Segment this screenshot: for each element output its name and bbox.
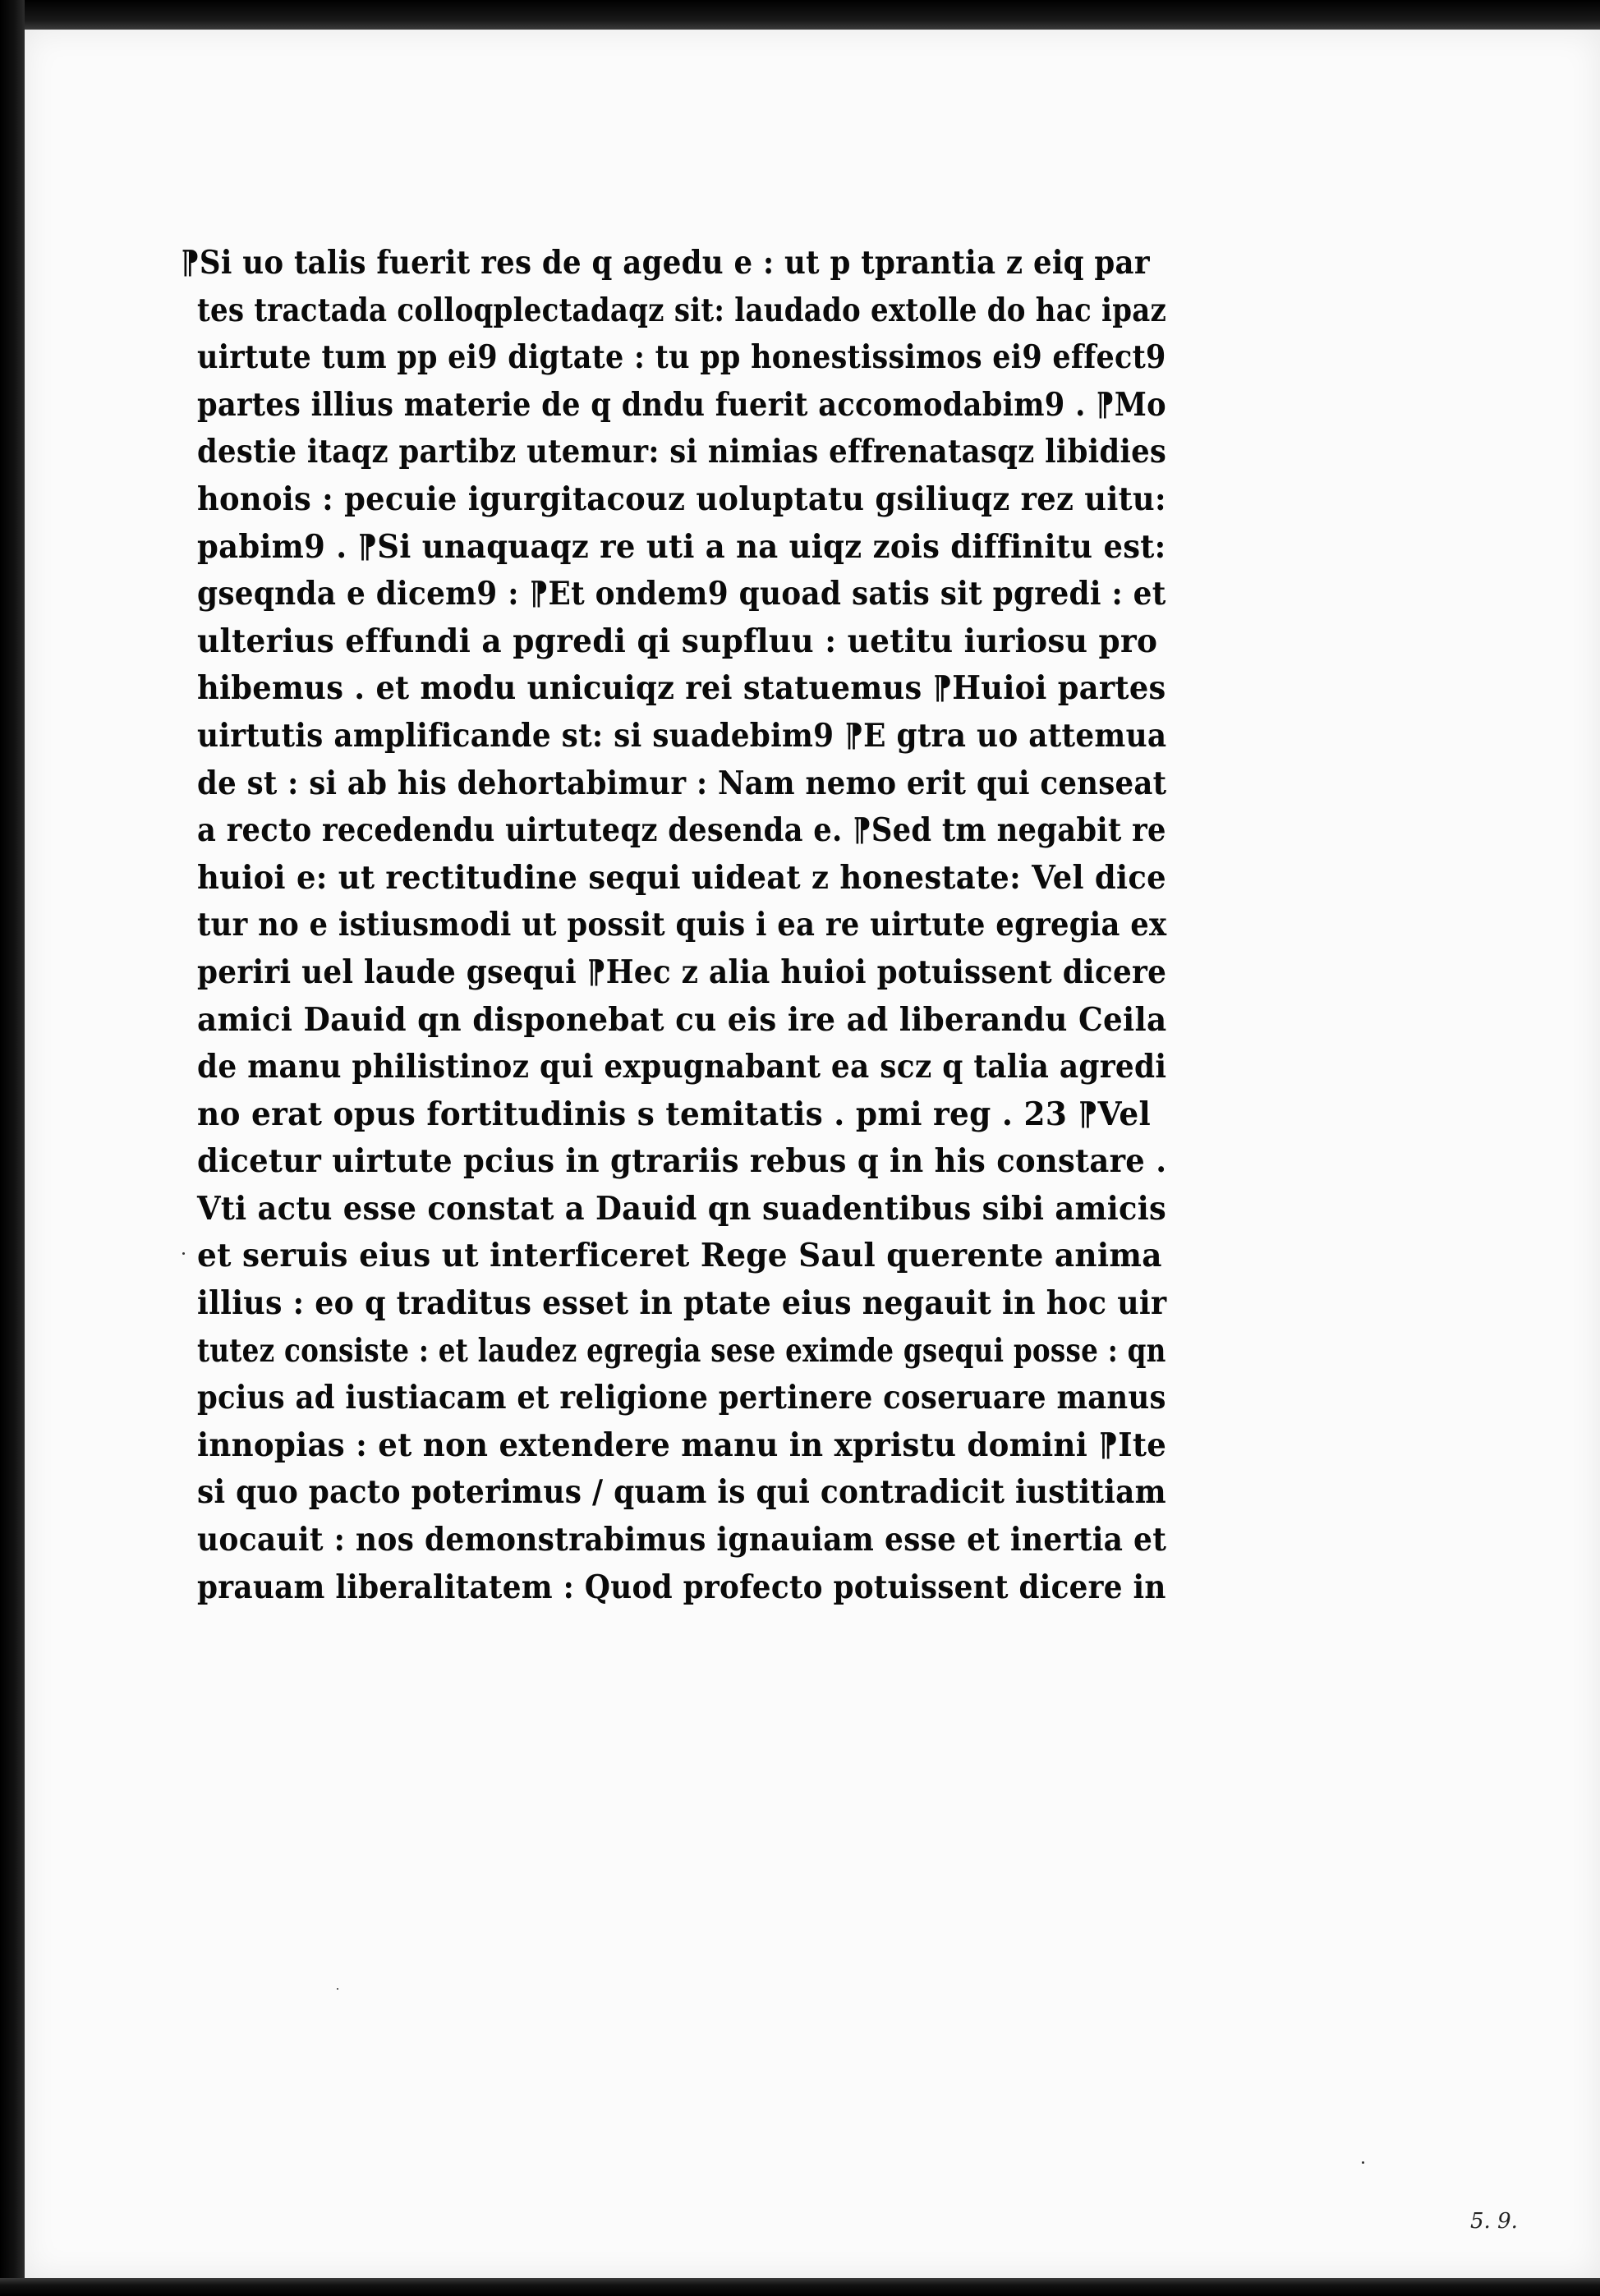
scan-left-edge xyxy=(0,0,25,2296)
text-line: tes tractada colloqplectadaqz sit: laudado extolle do hac ipaz xyxy=(197,291,1167,329)
text-line: de manu philistinoz qui expugnabant ea scz q talia agredi xyxy=(197,1048,1167,1086)
text-line: dicetur uirtute pcius in gtrariis rebus q in his constare . xyxy=(197,1142,1167,1181)
text-line: tur no e istiusmodi ut possit quis i ea re uirtute egregia ex xyxy=(197,906,1167,944)
scan-bottom-edge xyxy=(0,2278,1600,2296)
text-block xyxy=(181,240,1207,1611)
text-line: ⁋Si uo talis fuerit res de q agedu e : ut p tprantia z eiq par xyxy=(181,244,1150,282)
text-line: innopias : et non extendere manu in xpristu domini ⁋Ite xyxy=(197,1426,1167,1464)
text-line: huioi e: ut rectitudine sequi uideat z honestate: Vel dice xyxy=(197,858,1166,897)
text-line: Vti actu esse constat a Dauid qn suadentibus sibi amicis xyxy=(197,1189,1166,1228)
text-line: hibemus . et modu unicuiqz rei statuemus ⁋Huioi partes xyxy=(197,669,1166,708)
text-line: tutez consiste : et laudez egregia sese eximde gsequi posse : qn xyxy=(197,1331,1166,1370)
text-line: ulterius effundi a pgredi qi supfluu : uetitu iuriosu pro xyxy=(197,622,1158,660)
text-line: illius : eo q traditus esset in ptate eius negauit in hoc uir xyxy=(197,1284,1167,1323)
text-line: partes illius materie de q dndu fuerit accomodabim9 . ⁋Mo xyxy=(197,385,1166,424)
text-line: amici Dauid qn disponebat cu eis ire ad liberandu Ceila xyxy=(197,1000,1167,1039)
text-line: uirtute tum pp ei9 digtate : tu pp honestissimos ei9 effect9 xyxy=(197,338,1166,377)
text-line: honois : pecuie igurgitacouz uoluptatu gsiliuqz rez uitu: xyxy=(197,480,1166,518)
text-line: et seruis eius ut interficeret Rege Saul querente anima xyxy=(197,1237,1162,1275)
ink-speck xyxy=(1362,2161,1364,2164)
text-line: de st : si ab his dehortabimur : Nam nemo erit qui censeat xyxy=(197,764,1167,802)
text-line: no erat opus fortitudinis s temitatis . pmi reg . 23 ⁋Vel xyxy=(197,1095,1152,1133)
text-line: a recto recedendu uirtuteqz desenda e. ⁋Sed tm negabit re xyxy=(197,811,1166,850)
text-line: destie itaqz partibz utemur: si nimias effrenatasqz libidies xyxy=(197,433,1167,471)
ink-speck xyxy=(182,1252,185,1255)
folio-number: 5. 9. xyxy=(1470,2209,1518,2234)
text-line: periri uel laude gsequi ⁋Hec z alia huioi potuissent dicere xyxy=(197,953,1167,991)
text-line: pcius ad iustiacam et religione pertinere coseruare manus xyxy=(197,1379,1166,1417)
text-line: pabim9 . ⁋Si unaquaqz re uti a na uiqz zois diffinitu est: xyxy=(197,527,1166,566)
ink-speck xyxy=(337,1988,338,1990)
scan-top-edge xyxy=(0,0,1600,30)
text-line: prauam liberalitatem : Quod profecto potuissent dicere in xyxy=(197,1568,1166,1606)
text-line: uirtutis amplificande st: si suadebim9 ⁋E gtra uo attemua xyxy=(197,716,1167,755)
text-line: gseqnda e dicem9 : ⁋Et ondem9 quoad satis sit pgredi : et xyxy=(197,575,1166,613)
text-line: si quo pacto poterimus / quam is qui contradicit iustitiam xyxy=(197,1473,1166,1512)
text-line: uocauit : nos demonstrabimus ignauiam esse et inertia et xyxy=(197,1521,1167,1559)
